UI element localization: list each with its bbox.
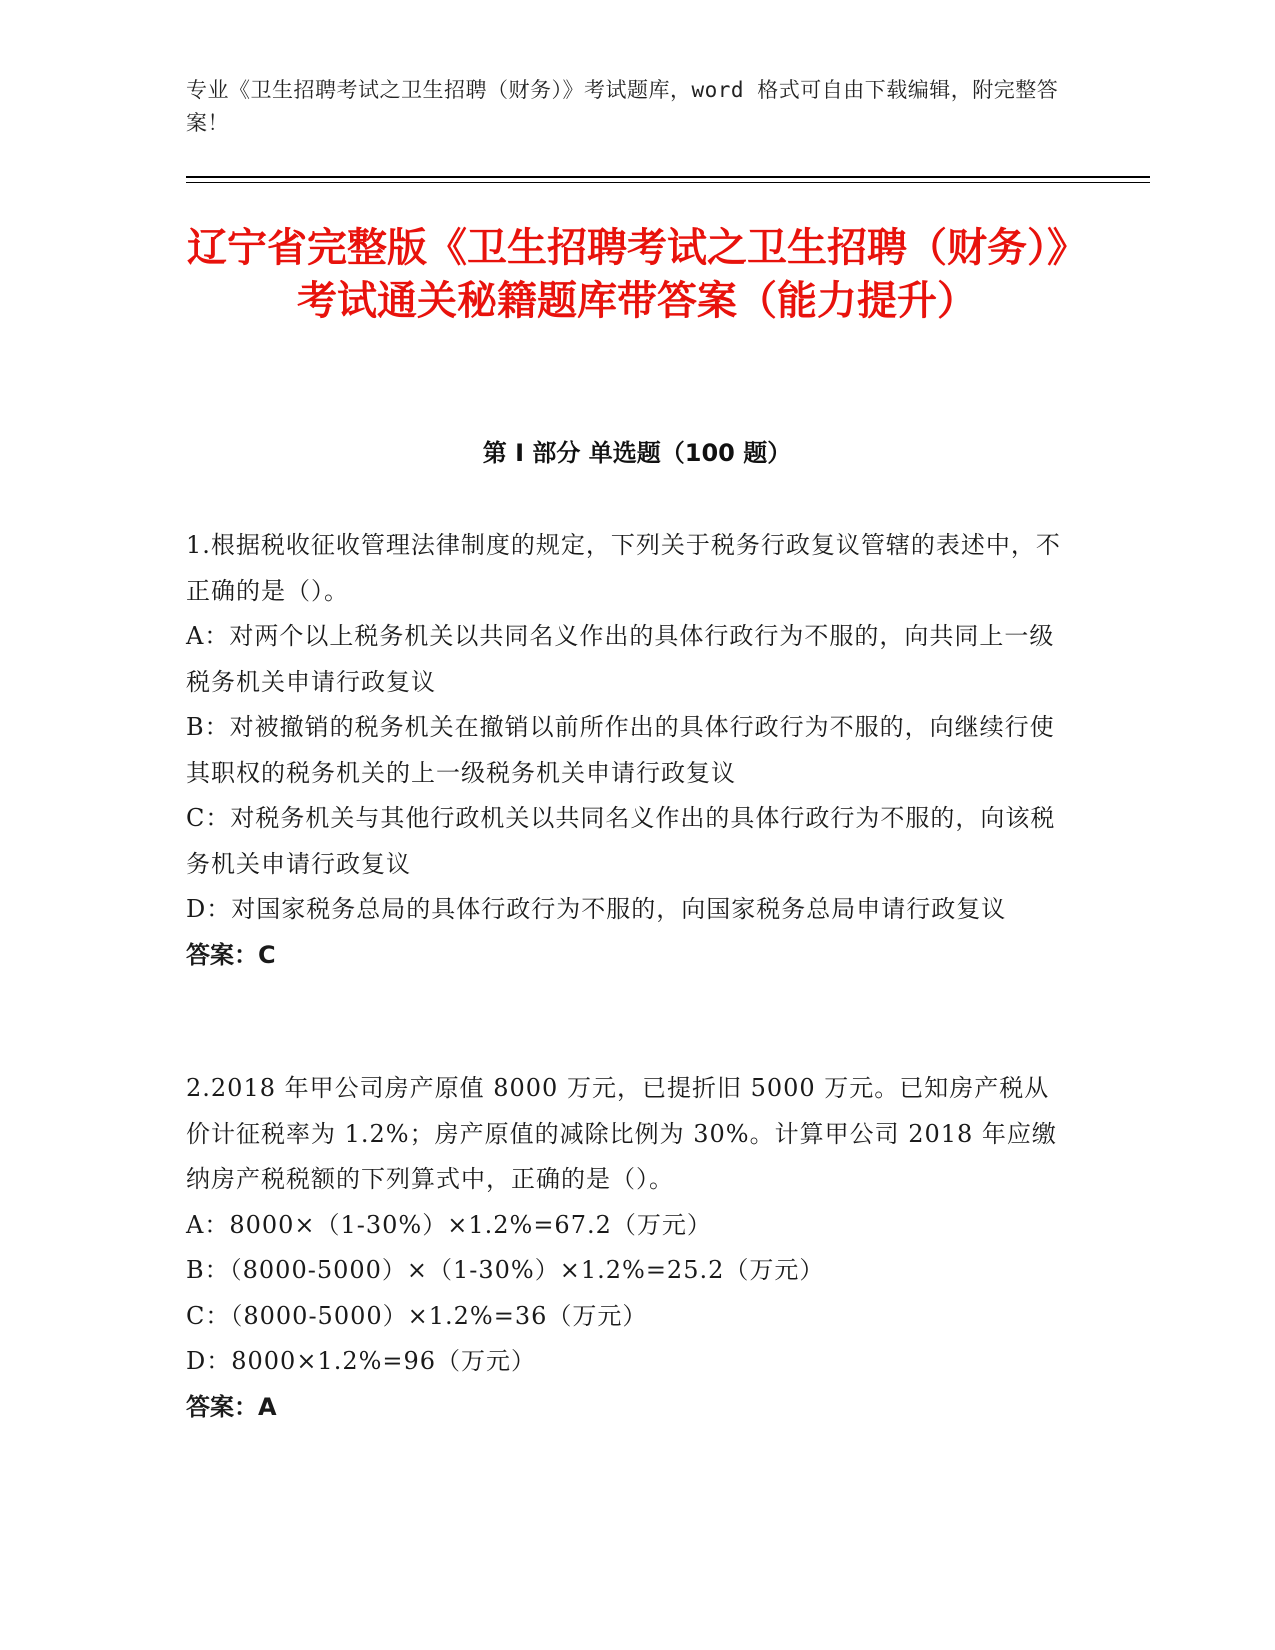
- question-1: [186, 523, 1066, 978]
- question-stem: 2.2018 年甲公司房产原值 8000 万元，已提折旧 5000 万元。已知房产税从价计征税率为 1.2%；房产原值的减除比例为 30%。计算甲公司 2018 年应缴纳房产税税额的下列算式中，正确的是（）。: [186, 1074, 1057, 1193]
- option-b: B：（8000-5000）×（1-30%）×1.2%=25.2（万元）: [186, 1256, 825, 1284]
- header-divider-thick: [186, 176, 1150, 178]
- question-stem: 1.根据税收征收管理法律制度的规定，下列关于税务行政复议管辖的表述中，不正确的是（）。: [186, 531, 1061, 605]
- option-c: C：对税务机关与其他行政机关以共同名义作出的具体行政行为不服的，向该税务机关申请行政复议: [186, 804, 1056, 878]
- header-note: 专业《卫生招聘考试之卫生招聘（财务）》考试题库，word 格式可自由下载编辑，附完整答案！: [186, 78, 1059, 135]
- option-a: A：对两个以上税务机关以共同名义作出的具体行政行为不服的，向共同上一级税务机关申请行政复议: [186, 622, 1055, 696]
- document-title: 辽宁省完整版《卫生招聘考试之卫生招聘（财务）》考试通关秘籍题库带答案（能力提升）: [187, 225, 1087, 324]
- section-title: 第 I 部分 单选题（100 题）: [482, 439, 792, 467]
- option-b: B：对被撤销的税务机关在撤销以前所作出的具体行政行为不服的，向继续行使其职权的税务机关的上一级税务机关申请行政复议: [186, 713, 1055, 787]
- option-c: C：（8000-5000）×1.2%=36（万元）: [186, 1301, 648, 1330]
- option-a: A：8000×（1-30%）×1.2%=67.2（万元）: [186, 1210, 712, 1239]
- header-divider-thin: [186, 182, 1150, 183]
- option-d: D：对国家税务总局的具体行政行为不服的，向国家税务总局申请行政复议: [186, 895, 1007, 923]
- question-2: [186, 1066, 1066, 1430]
- answer-label: 答案：A: [186, 1392, 277, 1421]
- answer-label: 答案：C: [186, 940, 276, 969]
- option-d: D：8000×1.2%=96（万元）: [186, 1347, 537, 1375]
